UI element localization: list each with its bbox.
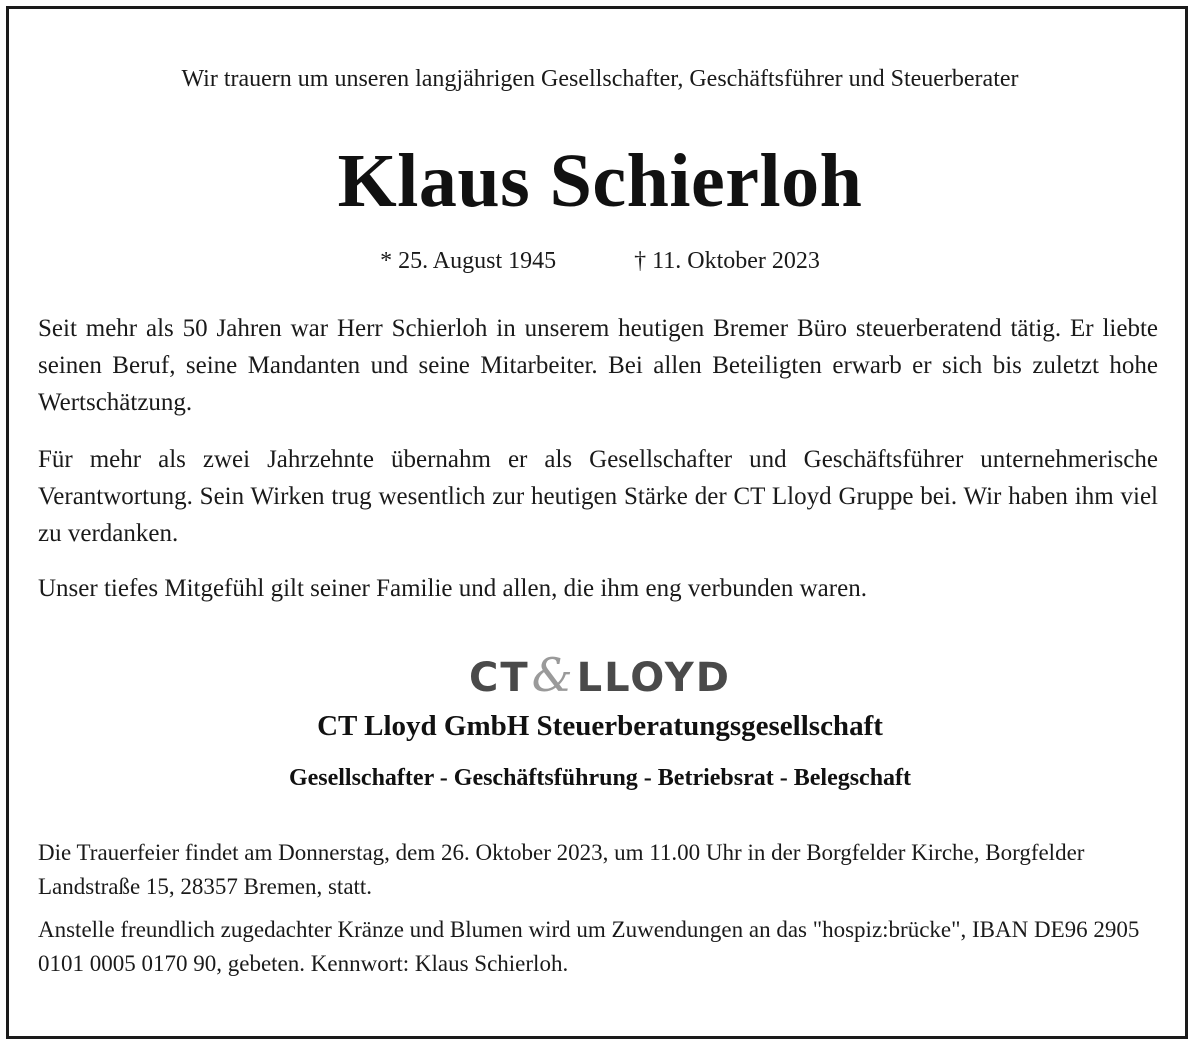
- donation-notice: Anstelle freundlich zugedachter Kränze und Blumen wird um Zuwendungen an das "hospiz:brücke", IBAN DE96 2905 0101 0005 0170 90, gebeten. Kennwort: Klaus Schierloh.: [38, 917, 1140, 976]
- deceased-name: Klaus Schierloh: [337, 139, 863, 223]
- company-roles: Gesellschafter - Geschäftsführung - Betriebsrat - Belegschaft: [288, 765, 912, 791]
- birth-date: * 25. August 1945: [380, 248, 557, 274]
- paragraph-responsibility: Für mehr als zwei Jahrzehnte übernahm er als Gesellschafter und Geschäftsführer unternehmerische Verantwortung. Sein Wirken trug wesentlich zur heutigen Stärke der CT Lloyd Gruppe bei. Wir haben ihm viel zu verdanken.: [38, 446, 1158, 547]
- funeral-notice: Die Trauerfeier findet am Donnerstag, dem 26. Oktober 2023, um 11.00 Uhr in der Borgfelder Kirche, Borgfelder Landstraße 15, 28357 Bremen, statt.: [38, 840, 1085, 899]
- paragraph-tenure: Seit mehr als 50 Jahren war Herr Schierloh in unserem heutigen Bremer Büro steuerberatend tätig. Er liebte seinen Beruf, seine Mandanten und seine Mitarbeiter. Bei allen Beteiligten erwarb er sich bis zuletzt hohe Wertschätzung.: [38, 315, 1158, 416]
- paragraph-condolence: Unser tiefes Mitgefühl gilt seiner Familie und allen, die ihm eng verbunden waren.: [38, 575, 867, 602]
- life-dates: [0, 248, 1200, 275]
- ct-lloyd-logo: CT&LLOYD: [469, 648, 731, 702]
- company-name: CT Lloyd GmbH Steuerberatungsgesellschaft: [317, 710, 883, 742]
- intro-line: Wir trauern um unseren langjährigen Gesellschafter, Geschäftsführer und Steuerberater: [181, 66, 1019, 92]
- death-date: † 11. Oktober 2023: [634, 248, 820, 274]
